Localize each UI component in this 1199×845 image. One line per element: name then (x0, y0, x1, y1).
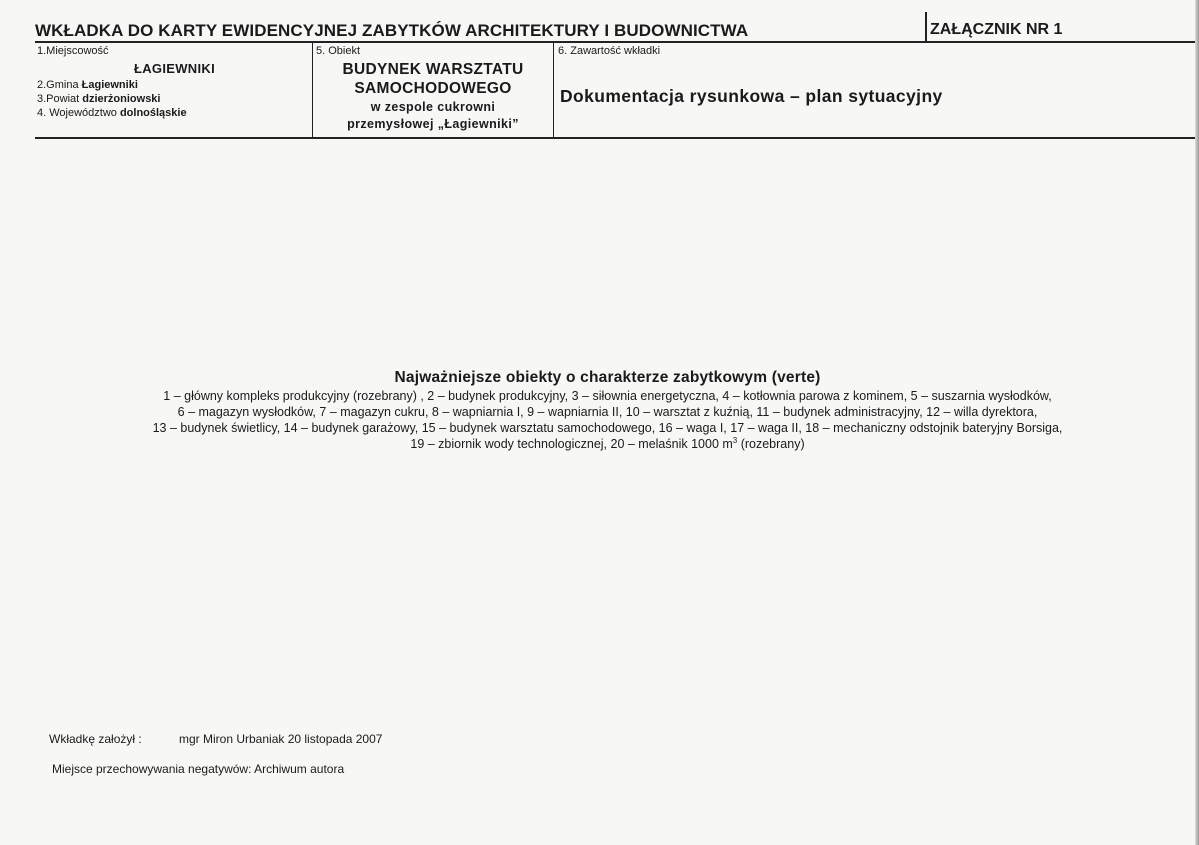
annex-divider (925, 12, 927, 42)
objects-list-line: 6 – magazyn wysłodków, 7 – magazyn cukru, 8 – wapniarnia I, 9 – wapniarnia II, 10 – warsztat z kuźnią, 11 – budynek administracyjny, 12 – willa dyrektora, (177, 405, 1038, 419)
annex-number: ZAŁĄCZNIK NR 1 (930, 21, 1063, 38)
wojewodztwo-label: 4. Województwo (37, 107, 120, 119)
column-divider-2 (553, 42, 554, 138)
powiat-label: 3.Powiat (37, 93, 83, 105)
objects-list-title: Najważniejsze obiekty o charakterze zabytkowym (verte) (394, 369, 821, 386)
negatives-location: Miejsce przechowywania negatywów: Archiwum autora (52, 762, 345, 776)
wojewodztwo-field (37, 107, 187, 119)
object-label: 5. Obiekt (316, 45, 361, 57)
gmina-label: 2.Gmina (37, 79, 82, 91)
page-edge-shadow (1195, 0, 1199, 845)
header-table-bottom-rule (35, 137, 1198, 139)
object-name-line1: BUDYNEK WARSZTATU (342, 61, 524, 78)
objects-list-line: 1 – główny kompleks produkcyjny (rozebrany) , 2 – budynek produkcyjny, 3 – siłownia energetyczna, 4 – kotłownia parowa z kominem, 5 – suszarnia wysłodków, (163, 389, 1052, 403)
created-by-value: mgr Miron Urbaniak 20 listopada 2007 (179, 732, 383, 746)
gmina-field (37, 79, 138, 91)
location-label: 1.Miejscowość (37, 45, 109, 57)
object-sub-line1: w zespole cukrowni (370, 100, 496, 114)
gmina-value: Łagiewniki (81, 79, 138, 91)
insert-content-value: Dokumentacja rysunkowa – plan sytuacyjny (560, 86, 943, 106)
header-rule (35, 41, 1198, 43)
town-name: ŁAGIEWNIKI (134, 61, 215, 76)
document-title: WKŁADKA DO KARTY EWIDENCYJNEJ ZABYTKÓW ARCHITEKTURY I BUDOWNICTWA (35, 21, 749, 40)
powiat-value: dzierżoniowski (82, 93, 161, 105)
objects-list-line: 13 – budynek świetlicy, 14 – budynek garażowy, 15 – budynek warsztatu samochodowego, 16 – waga I, 17 – waga II, 18 – mechaniczny odstojnik bateryjny Borsiga, (152, 421, 1063, 435)
objects-list-line4-suffix: (rozebrany) (737, 437, 805, 451)
powiat-field (37, 93, 161, 105)
insert-content-label: 6. Zawartość wkładki (558, 45, 661, 57)
object-sub-line2: przemysłowej „Łagiewniki” (347, 117, 519, 131)
objects-list (0, 388, 1199, 452)
object-name (313, 60, 553, 98)
wojewodztwo-value: dolnośląskie (119, 107, 187, 119)
objects-list-line (0, 436, 1199, 452)
created-by-label: Wkładkę założył : (49, 732, 142, 746)
object-name-line2: SAMOCHODOWEGO (354, 80, 512, 97)
object-subtitle (313, 99, 553, 133)
objects-list-line4-text: 19 – zbiornik wody technologicznej, 20 – melaśnik 1000 m (410, 437, 733, 451)
superscript-3: 3 (732, 436, 738, 445)
